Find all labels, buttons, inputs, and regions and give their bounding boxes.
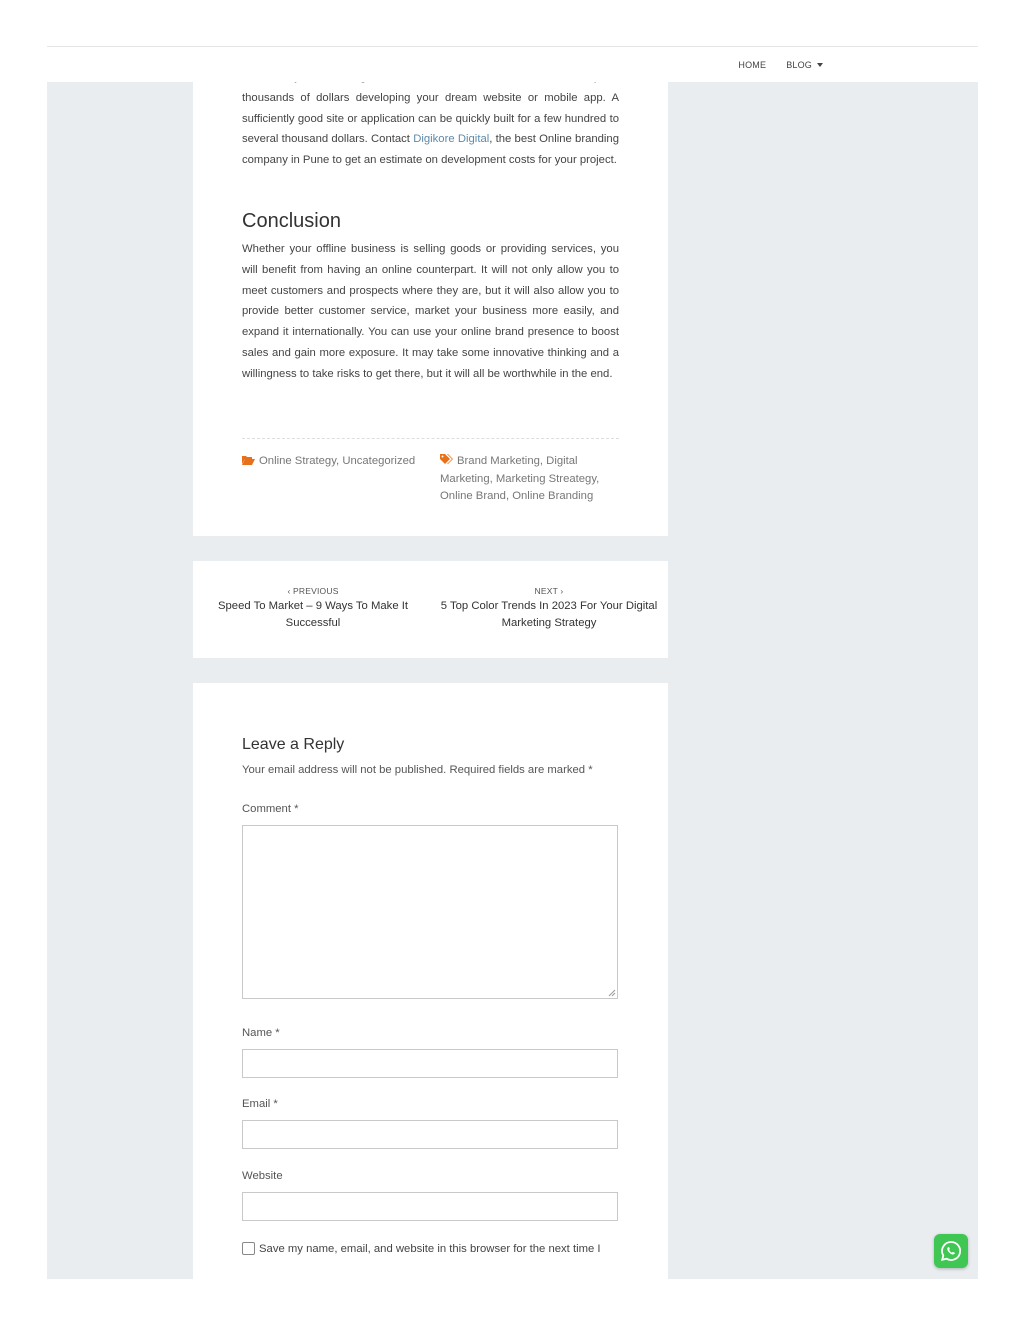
next-label: NEXT › [534, 586, 564, 596]
top-navigation-bar [47, 46, 978, 82]
conclusion-heading: Conclusion [242, 210, 341, 232]
post-tags: Brand Marketing, Digital Marketing, Marketing Streategy, Online Brand, Online Branding [440, 455, 600, 502]
email-field[interactable] [242, 1120, 618, 1149]
whatsapp-icon [939, 1239, 963, 1263]
page-frame [47, 46, 978, 1279]
tag-link[interactable]: Brand Marketing [457, 455, 540, 467]
nav-blog-label: BLOG [786, 59, 812, 70]
previous-post-title: Speed To Market – 9 Ways To Make It Successful [217, 600, 409, 629]
conclusion-paragraph: Whether your offline business is selling goods or providing services, you will benefit from having an online counterpart. It will not only allow you to meet customers and prospects where they are, but it will also allow you to provide better customer service, market your business more easily, and expand it internationally. You can use your online brand presence to boost sales and gain more exposure. It may take some innovative thinking and a willingness to take risks to get there, but it will all be worthwhile in the end. [242, 243, 619, 380]
category-link[interactable]: Uncategorized [342, 455, 416, 467]
digikore-digital-link[interactable]: Digikore Digital [413, 133, 490, 146]
whatsapp-chat-button[interactable] [934, 1234, 968, 1268]
caret-down-icon [817, 63, 823, 67]
tag-link[interactable]: Online Branding [512, 490, 594, 502]
save-info-consent [242, 1242, 601, 1255]
reply-title: Leave a Reply [242, 736, 345, 753]
name-field[interactable] [242, 1049, 618, 1078]
meta-divider [242, 438, 619, 439]
name-label: Name * [242, 1027, 280, 1039]
category-link[interactable]: Online Strategy [259, 455, 337, 467]
tag-link[interactable]: Digital Marketing [440, 455, 578, 485]
tags-icon [440, 454, 453, 465]
comment-label: Comment * [242, 803, 299, 815]
next-post-link[interactable] [439, 586, 659, 632]
article-card [193, 46, 668, 536]
website-field[interactable] [242, 1192, 618, 1221]
post-categories: Online Strategy, Uncategorized [242, 453, 417, 471]
email-notice: Your email address will not be published. Required fields are marked * [242, 764, 593, 776]
previous-post-link[interactable] [203, 586, 423, 632]
tag-link[interactable]: Online Brand [440, 490, 506, 502]
next-post-title: 5 Top Color Trends In 2023 For Your Digital Marketing Strategy [440, 600, 658, 629]
consent-text: Save my name, email, and website in this browser for the next time I [259, 1242, 601, 1255]
paragraph-text-end: , the best Online branding company in Pune to get an estimate on development costs for your project. [242, 133, 619, 167]
post-navigation [193, 561, 668, 658]
previous-label: ‹ PREVIOUS [287, 586, 339, 596]
article-paragraph [242, 67, 619, 171]
main-menu [738, 47, 823, 82]
nav-blog[interactable] [786, 60, 823, 70]
paragraph-text-start: thousands of dollars developing your dream website or mobile app. A sufficiently good site or application can be quickly built for a few hundred to several thousand dollars. Contact [242, 91, 619, 146]
tag-link[interactable]: Marketing Streategy [495, 472, 597, 485]
email-label: Email * [242, 1098, 278, 1110]
save-info-checkbox[interactable] [242, 1242, 255, 1255]
folder-open-icon [242, 455, 255, 465]
website-label: Website [242, 1170, 283, 1182]
nav-home[interactable]: HOME [738, 59, 767, 70]
comment-form-card [193, 683, 668, 1279]
resize-handle-icon[interactable] [608, 989, 616, 997]
comment-textarea[interactable] [242, 825, 618, 999]
